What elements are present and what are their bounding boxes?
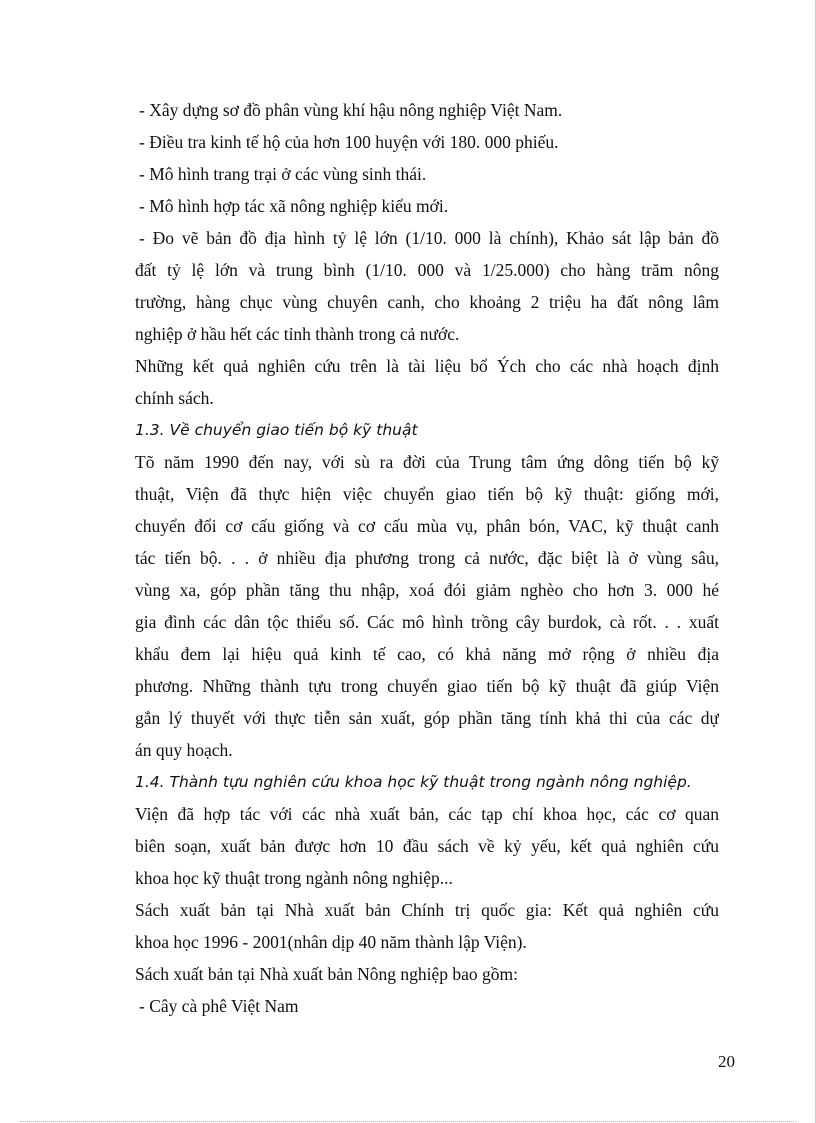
bullet-list-top <box>135 94 719 222</box>
paragraph-line: Sách xuất bản tại Nhà xuất bản Chính trị quốc gia: Kết quả nghiên cứu <box>135 900 719 920</box>
politics-publisher-paragraph <box>135 894 719 958</box>
paragraph-line: tác tiến bộ. . . ở nhiều địa phương trong cả nước, đặc biệt là ở vùng sâu, <box>135 548 719 568</box>
results-paragraph <box>135 350 719 414</box>
section-1-3-paragraph <box>135 446 719 766</box>
section-heading-1-3: 1.3. Về chuyển giao tiến bộ kỹ thuật <box>135 421 418 439</box>
paragraph-line: phương. Những thành tựu trong chuyển giao tiến bộ kỹ thuật đã giúp Viện <box>135 676 719 696</box>
paragraph-line: chuyển đổi cơ cấu giống và cơ cấu mùa vụ, phân bón, VAC, kỹ thuật canh <box>135 516 719 536</box>
list-item: - Mô hình hợp tác xã nông nghiệp kiểu mới. <box>139 196 449 216</box>
paragraph-line: Những kết quả nghiên cứu trên là tài liệu bổ Ých cho các nhà hoạch định <box>135 356 719 376</box>
list-item: - Mô hình trang trại ở các vùng sinh thái. <box>139 164 427 184</box>
survey-paragraph <box>135 222 719 350</box>
agri-publisher-intro: Sách xuất bản tại Nhà xuất bản Nông nghiệp bao gồm: <box>135 964 518 984</box>
paragraph-line: gia đình các dân tộc thiểu số. Các mô hình trồng cây burdok, cà rốt. . . xuất <box>135 612 719 632</box>
paragraph-line: khoa học kỹ thuật trong ngành nông nghiệp... <box>135 868 453 888</box>
list-item: - Xây dựng sơ đồ phân vùng khí hậu nông nghiệp Việt Nam. <box>139 100 563 120</box>
agri-book-list <box>135 990 719 1022</box>
page-body <box>135 94 719 1022</box>
paragraph-line: đất tỷ lệ lớn và trung bình (1/10. 000 và 1/25.000) cho hàng trăm nông <box>135 260 719 280</box>
paragraph-line: Tõ năm 1990 đến nay, với sù ra đời của Trung tâm ứng dông tiến bộ kỹ <box>135 452 719 472</box>
paragraph-line: nghiệp ở hầu hết các tỉnh thành trong cả nước. <box>135 324 460 344</box>
paragraph-line: Viện đã hợp tác với các nhà xuất bản, các tạp chí khoa học, các cơ quan <box>135 804 719 824</box>
paragraph-line: chính sách. <box>135 388 214 408</box>
list-item: - Điều tra kinh tế hộ của hơn 100 huyện với 180. 000 phiếu. <box>139 132 559 152</box>
paragraph-line: gắn lý thuyết với thực tiễn sản xuất, góp phần tăng tính khả thi của các dự <box>135 708 719 728</box>
paragraph-line: vùng xa, góp phần tăng thu nhập, xoá đói giảm nghèo cho hơn 3. 000 hé <box>135 580 719 600</box>
paragraph-line: khẩu đem lại hiệu quả kinh tế cao, có khả năng mở rộng ở nhiều địa <box>135 644 719 664</box>
paragraph-line: khoa học 1996 - 2001(nhân dịp 40 năm thành lập Viện). <box>135 932 527 952</box>
paragraph-line: thuật, Viện đã thực hiện việc chuyển giao tiến bộ kỹ thuật: giống mới, <box>135 484 719 504</box>
section-heading-1-4: 1.4. Thành tựu nghiên cứu khoa học kỹ thuật trong ngành nông nghiệp. <box>135 773 692 791</box>
paragraph-line: biên soạn, xuất bản được hơn 10 đầu sách về kỷ yếu, kết quả nghiên cứu <box>135 836 719 856</box>
paragraph-line: - Đo vẽ bản đồ địa hình tỷ lệ lớn (1/10. 000 là chính), Khảo sát lập bản đồ <box>139 228 719 248</box>
paragraph-line: án quy hoạch. <box>135 740 233 760</box>
page-number: 20 <box>718 1052 735 1071</box>
page-bottom-divider <box>20 1121 796 1122</box>
section-1-4-paragraph <box>135 798 719 894</box>
list-item: - Cây cà phê Việt Nam <box>139 996 299 1016</box>
paragraph-line: trường, hàng chục vùng chuyên canh, cho khoảng 2 triệu ha đất nông lâm <box>135 292 719 312</box>
